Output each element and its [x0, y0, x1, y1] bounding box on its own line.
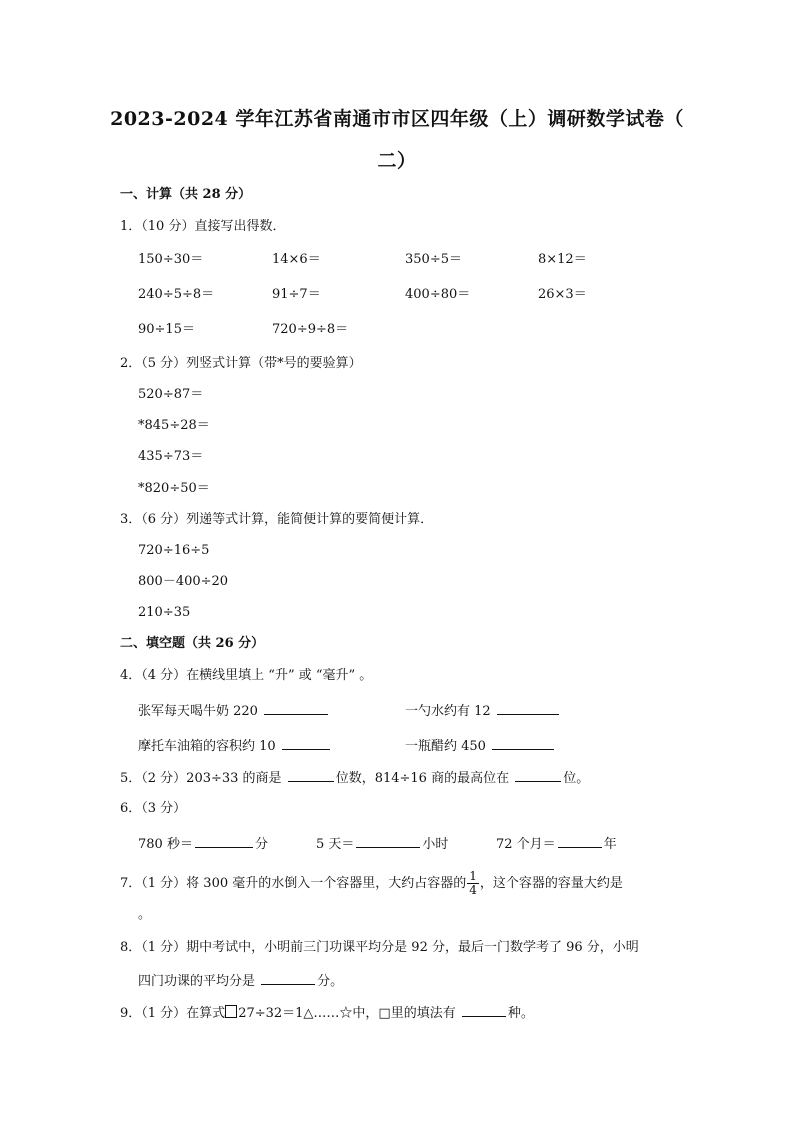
q4-item [405, 735, 556, 756]
q7-text: ，这个容器的容量大约是 [479, 876, 623, 891]
q5-text: 位。 [563, 771, 590, 786]
q9-text: 9．（1 分）在算式 [120, 1006, 226, 1021]
question-4-stem: 4．（4 分）在横线里填上 “升” 或 “毫升” 。 [120, 668, 373, 683]
page-title-line-2: 二） [377, 150, 417, 172]
section-heading-calculation: 一、计算（共 28 分） [120, 187, 252, 202]
q9-text: 种。 [507, 1006, 534, 1021]
q5-text: 5．（2 分）203÷33 的商是 [120, 771, 286, 786]
q2-item: 520÷87＝ [138, 387, 204, 402]
fraction-one-quarter [467, 870, 479, 897]
answer-blank[interactable] [261, 970, 315, 985]
q6-item [138, 833, 268, 854]
fraction-numerator: 1 [469, 869, 477, 883]
q1-item: 90÷15＝ [138, 322, 195, 337]
answer-blank[interactable] [515, 767, 561, 782]
q1-item: 91÷7＝ [272, 287, 321, 302]
q6-text: 780 秒＝ [138, 837, 193, 852]
q1-item: 350÷5＝ [405, 252, 462, 267]
q1-item: 720÷9÷8＝ [272, 322, 349, 337]
q5-text: 位数，814÷16 商的最高位在 [335, 771, 514, 786]
answer-blank[interactable] [497, 700, 559, 715]
q6-item [496, 833, 617, 854]
q7-end: 。 [138, 907, 152, 922]
section-heading-fill-in: 二、填空题（共 26 分） [120, 636, 265, 651]
q4-item-text: 张军每天喝牛奶 220 [138, 704, 258, 719]
fraction-denominator: 4 [469, 883, 477, 897]
q7-text: 7．（1 分）将 300 毫升的水倒入一个容器里，大约占容器的 [120, 876, 467, 891]
q4-item [405, 700, 561, 721]
question-2-stem: 2．（5 分）列竖式计算（带*号的要验算） [120, 356, 362, 371]
q1-item: 400÷80＝ [405, 287, 471, 302]
answer-blank[interactable] [356, 833, 420, 848]
question-8-line-1: 8．（1 分）期中考试中，小明前三门功课平均分是 92 分，最后一门数学考了 96 分，小明 [120, 940, 639, 955]
question-6-stem: 6．（3 分） [120, 801, 187, 816]
q4-item-text: 一勺水约有 12 [405, 704, 491, 719]
question-1-stem: 1．（10 分）直接写出得数． [120, 219, 286, 234]
answer-blank[interactable] [195, 833, 253, 848]
q8-text: 分。 [317, 974, 344, 989]
empty-box-icon [225, 1005, 237, 1018]
q6-text: 72 个月＝ [496, 837, 556, 852]
question-3-stem: 3．（6 分）列递等式计算，能简便计算的要简便计算． [120, 512, 434, 527]
q1-item: 150÷30＝ [138, 252, 204, 267]
q6-text: 年 [603, 837, 617, 852]
q1-item: 240÷5÷8＝ [138, 287, 215, 302]
q3-item: 720÷16÷5 [138, 543, 210, 558]
answer-blank[interactable] [264, 700, 328, 715]
question-8-line-2 [138, 970, 343, 991]
q9-text: 27÷32＝1△……☆中，□里的填法有 [238, 1006, 460, 1021]
q2-item: 435÷73＝ [138, 449, 204, 464]
page-title-line-1: 2023-2024 学年江苏省南通市市区四年级（上）调研数学试卷（ [110, 108, 684, 130]
q4-item [138, 735, 332, 756]
q6-text: 小时 [422, 837, 449, 852]
q6-item [316, 833, 448, 854]
question-7 [120, 870, 623, 897]
q3-item: 800－400÷20 [138, 574, 229, 589]
q2-item: *845÷28＝ [138, 418, 210, 433]
q1-item: 8×12＝ [538, 252, 587, 267]
q4-item-text: 摩托车油箱的容积约 10 [138, 739, 276, 754]
q1-item: 26×3＝ [538, 287, 587, 302]
q6-text: 5 天＝ [316, 837, 355, 852]
q4-item-text: 一瓶醋约 450 [405, 739, 486, 754]
question-9 [120, 1002, 534, 1023]
q2-item: *820÷50＝ [138, 481, 210, 496]
q8-text: 四门功课的平均分是 [138, 974, 260, 989]
answer-blank[interactable] [462, 1002, 506, 1017]
q6-text: 分 [254, 837, 268, 852]
q1-item: 14×6＝ [272, 252, 321, 267]
question-5 [120, 767, 589, 788]
answer-blank[interactable] [492, 735, 554, 750]
q4-item [138, 700, 330, 721]
answer-blank[interactable] [288, 767, 334, 782]
answer-blank[interactable] [282, 735, 330, 750]
answer-blank[interactable] [558, 833, 602, 848]
q3-item: 210÷35 [138, 605, 191, 620]
